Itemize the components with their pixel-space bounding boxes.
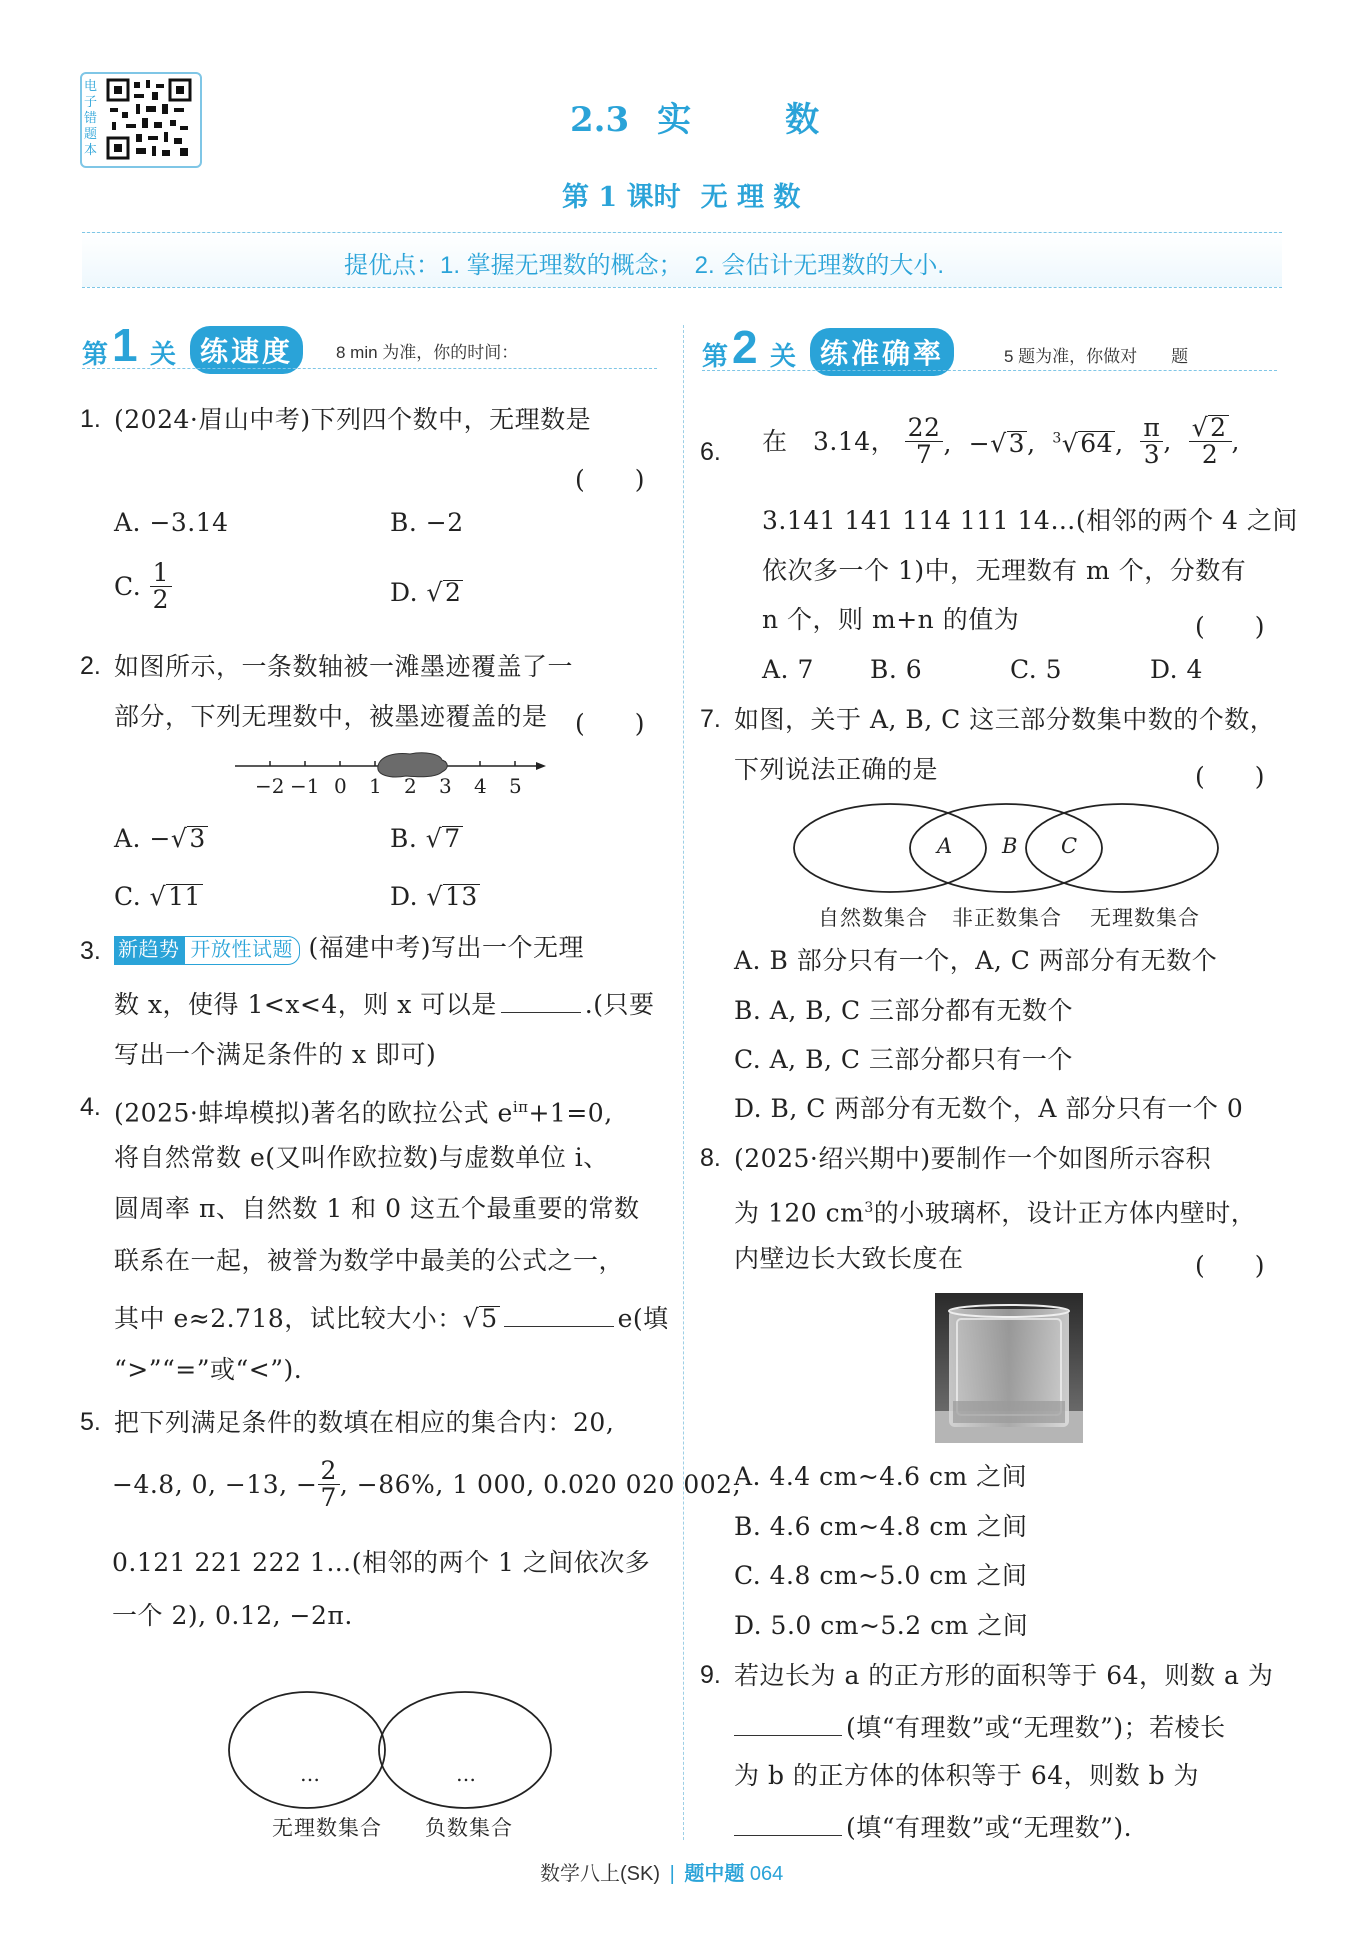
q8-line2: 为 120 $cm^3$的小玻璃杯，设计正方体内壁时，	[734, 1198, 1257, 1228]
q9-line4: (填“有理数”或“无理数”).	[734, 1813, 1132, 1840]
q7-option-b[interactable]: B. A, B, C 三部分都有无数个	[734, 996, 1074, 1025]
q6-line4: n 个，则 m+n 的值为	[762, 605, 1020, 634]
q9-line3: 为 b 的正方体的体积等于 64，则数 b 为	[734, 1761, 1200, 1790]
q8-option-a[interactable]: A. 4.4 cm~4.6 cm 之间	[734, 1462, 1028, 1491]
q2-option-d[interactable]: D. √13	[390, 882, 478, 911]
section-title	[570, 92, 849, 141]
tick-label: −2	[255, 774, 285, 798]
q9-answer-blank-1[interactable]	[734, 1713, 842, 1736]
column-divider	[683, 325, 684, 1840]
q6-answer-paren[interactable]: ( )	[1195, 612, 1265, 641]
venn-negative-dots: …	[456, 1762, 476, 1786]
q6-option-a[interactable]: A. 7	[762, 655, 814, 684]
level2-prefix: 第	[702, 341, 729, 371]
q4-answer-blank[interactable]	[504, 1304, 614, 1327]
q4-number: 4.	[80, 1093, 101, 1121]
tick-label: 0	[334, 774, 347, 798]
q4-line5: 其中 e≈2.718，试比较大小：√5 e(填	[114, 1304, 669, 1333]
q2-number: 2.	[80, 652, 101, 680]
tick-label: 4	[474, 774, 487, 798]
level2-header	[702, 318, 1277, 372]
q5-line1: 把下列满足条件的数填在相应的集合内：20,	[114, 1408, 615, 1437]
q9-answer-blank-2[interactable]	[734, 1813, 842, 1836]
section-name: 实 数	[657, 100, 850, 140]
q7-number: 7.	[700, 705, 721, 733]
q2-option-c[interactable]: C. √11	[114, 882, 201, 911]
set-label-irrational: 无理数集合	[1090, 906, 1200, 930]
q6-line3: 依次多一个 1)中，无理数有 m 个，分数有	[762, 556, 1247, 585]
q5-venn-diagram[interactable]	[225, 1688, 555, 1816]
tick-label: 1	[369, 774, 382, 798]
q8-option-c[interactable]: C. 4.8 cm~5.0 cm 之间	[734, 1561, 1028, 1590]
q7-option-a[interactable]: A. B 部分只有一个，A, C 两部分有无数个	[734, 946, 1218, 975]
q1-option-b[interactable]: B. −2	[390, 508, 464, 537]
level2-pill: 练准确率	[810, 328, 954, 376]
q1-fraction: $\frac{1}{2}$	[150, 560, 172, 613]
q6-fraction-sqrt2-2: $\frac{√2}{2}$	[1189, 415, 1232, 468]
q6-line2: 3.141 141 114 111 14…(相邻的两个 4 之间	[762, 506, 1298, 535]
q5-line3: 0.121 221 222 1…(相邻的两个 1 之间依次多	[112, 1548, 651, 1577]
q1-option-c[interactable]: C. $\frac{1}{2}$	[114, 560, 172, 630]
q8-line3: 内壁边长大致长度在	[734, 1244, 964, 1273]
q3-line2: 数 x，使得 1<x<4，则 x 可以是 .(只要	[114, 990, 655, 1019]
q1-option-d[interactable]: D. √2	[390, 578, 462, 607]
qr-block[interactable]	[80, 72, 202, 168]
q3-answer-blank[interactable]	[501, 990, 581, 1013]
q8-answer-paren[interactable]: ( )	[1195, 1251, 1265, 1280]
q4-line6: “>”“=”或“<”).	[114, 1355, 303, 1384]
q4-line3: 圆周率 π、自然数 1 和 0 这五个最重要的常数	[114, 1194, 640, 1223]
goals-text: 提优点：1. 掌握无理数的概念； 2. 会估计无理数的大小.	[344, 252, 945, 279]
q8-number: 8.	[700, 1144, 721, 1172]
q5-fraction: $\frac{2}{7}$	[318, 1458, 340, 1511]
q5-line4: 一个 2), 0.12, −2π.	[112, 1601, 353, 1630]
level2-note: 5 题为准，你做对 题	[1004, 347, 1189, 366]
q6-option-d[interactable]: D. 4	[1150, 655, 1203, 684]
venn-region-b: B	[1002, 834, 1018, 858]
q8-option-b[interactable]: B. 4.6 cm~4.8 cm 之间	[734, 1512, 1028, 1541]
level2-number: 2	[732, 321, 758, 373]
q9-line1: 若边长为 a 的正方形的面积等于 64，则数 a 为	[734, 1661, 1274, 1690]
set-label-natural: 自然数集合	[818, 906, 928, 930]
q2-answer-paren[interactable]: ( )	[575, 709, 645, 738]
q3-line3: 写出一个满足条件的 x 即可)	[114, 1040, 437, 1069]
set-label-irrational: 无理数集合	[272, 1816, 382, 1840]
set-label-negative: 负数集合	[425, 1816, 513, 1840]
q2-line2: 部分，下列无理数中，被墨迹覆盖的是	[114, 702, 548, 731]
q7-line2: 下列说法正确的是	[734, 755, 939, 784]
q8-option-d[interactable]: D. 5.0 cm~5.2 cm 之间	[734, 1611, 1029, 1640]
footer-book: 数学八上(SK)	[540, 1863, 660, 1885]
q1-answer-paren[interactable]: ( )	[575, 465, 645, 494]
q2-option-a[interactable]: A. −√3	[114, 824, 206, 853]
level1-prefix: 第	[82, 339, 109, 369]
q6-option-c[interactable]: C. 5	[1010, 655, 1063, 684]
page-number: 064	[749, 1863, 784, 1885]
q2-option-b[interactable]: B. √7	[390, 824, 461, 853]
q7-line1: 如图，关于 A, B, C 这三部分数集中数的个数，	[734, 705, 1276, 734]
venn-irrational-dots: …	[300, 1762, 320, 1786]
q9-number: 9.	[700, 1661, 721, 1689]
q1-number: 1.	[80, 405, 101, 433]
q2-line1: 如图所示，一条数轴被一滩墨迹覆盖了一	[114, 652, 574, 681]
q3-line1: 新趋势 开放性试题 (福建中考)写出一个无理	[114, 935, 584, 965]
level1-suffix: 关	[150, 339, 177, 369]
lesson-number: 第 1 课时	[562, 182, 681, 213]
q4-line4: 联系在一起，被誉为数学中最美的公式之一，	[114, 1246, 625, 1275]
section-number: 2.3	[570, 100, 630, 140]
q7-option-c[interactable]: C. A, B, C 三部分都只有一个	[734, 1045, 1073, 1074]
q1-option-a[interactable]: A. −3.14	[114, 508, 229, 537]
q1-stem: (2024·眉山中考)下列四个数中，无理数是	[114, 405, 592, 434]
q6-fraction-22-7: $\frac{22}{7}$	[905, 415, 944, 468]
level1-note: 8 min 为准，你的时间：	[336, 343, 519, 362]
q6-number: 6.	[700, 438, 721, 466]
trend-tag: 新趋势	[114, 936, 184, 965]
q6-line1: 在 3.14， $\frac{22}{7}$ , −√3, $^3$√64, $\frac{\pi}{3}$ , $\frac{√2}{2}$ ,	[762, 413, 1240, 469]
q4-line2: 将自然常数 e(又叫作欧拉数)与虚数单位 i、	[114, 1143, 609, 1172]
q3-number: 3.	[80, 937, 101, 965]
q5-line2: −4.8, 0, −13, − $\frac{2}{7}$ , −86%, 1 000, 0.020 020 002,	[112, 1456, 742, 1512]
tick-label: −1	[290, 774, 320, 798]
venn-region-a: A	[937, 834, 953, 858]
set-label-nonpositive: 非正数集合	[952, 906, 1062, 930]
q8-line1: (2025·绍兴期中)要制作一个如图所示容积	[734, 1144, 1212, 1173]
q5-number: 5.	[80, 1408, 101, 1436]
q4-line1: (2025·蚌埠模拟)著名的欧拉公式 $e^{i\pi}+1=0$,	[114, 1098, 613, 1128]
lesson-title	[562, 175, 800, 214]
q9-line2: (填“有理数”或“无理数”)；若棱长	[734, 1713, 1226, 1740]
goals-bar	[82, 232, 1282, 288]
venn-region-c: C	[1061, 834, 1078, 858]
glass-cup-photo	[935, 1293, 1083, 1443]
q6-fraction-pi-3: $\frac{\pi}{3}$	[1140, 415, 1163, 468]
level1-header	[82, 318, 657, 372]
level1-pill: 练速度	[190, 326, 303, 374]
q7-option-d[interactable]: D. B, C 两部分有无数个，A 部分只有一个 0	[734, 1094, 1244, 1123]
qr-code-icon	[106, 78, 192, 160]
footer-brand: 题中题	[684, 1863, 745, 1885]
level1-number: 1	[112, 319, 138, 371]
page-footer: 数学八上(SK) | 题中题 064	[540, 1863, 784, 1885]
qr-label: 电子错题本	[84, 78, 98, 157]
level2-suffix: 关	[770, 341, 797, 371]
q6-option-b[interactable]: B. 6	[870, 655, 923, 684]
q7-answer-paren[interactable]: ( )	[1195, 762, 1265, 791]
open-question-tag: 开放性试题	[184, 936, 301, 965]
tick-label: 5	[509, 774, 522, 798]
tick-label: 2	[404, 774, 417, 798]
lesson-name: 无 理 数	[700, 182, 801, 213]
tick-label: 3	[439, 774, 452, 798]
